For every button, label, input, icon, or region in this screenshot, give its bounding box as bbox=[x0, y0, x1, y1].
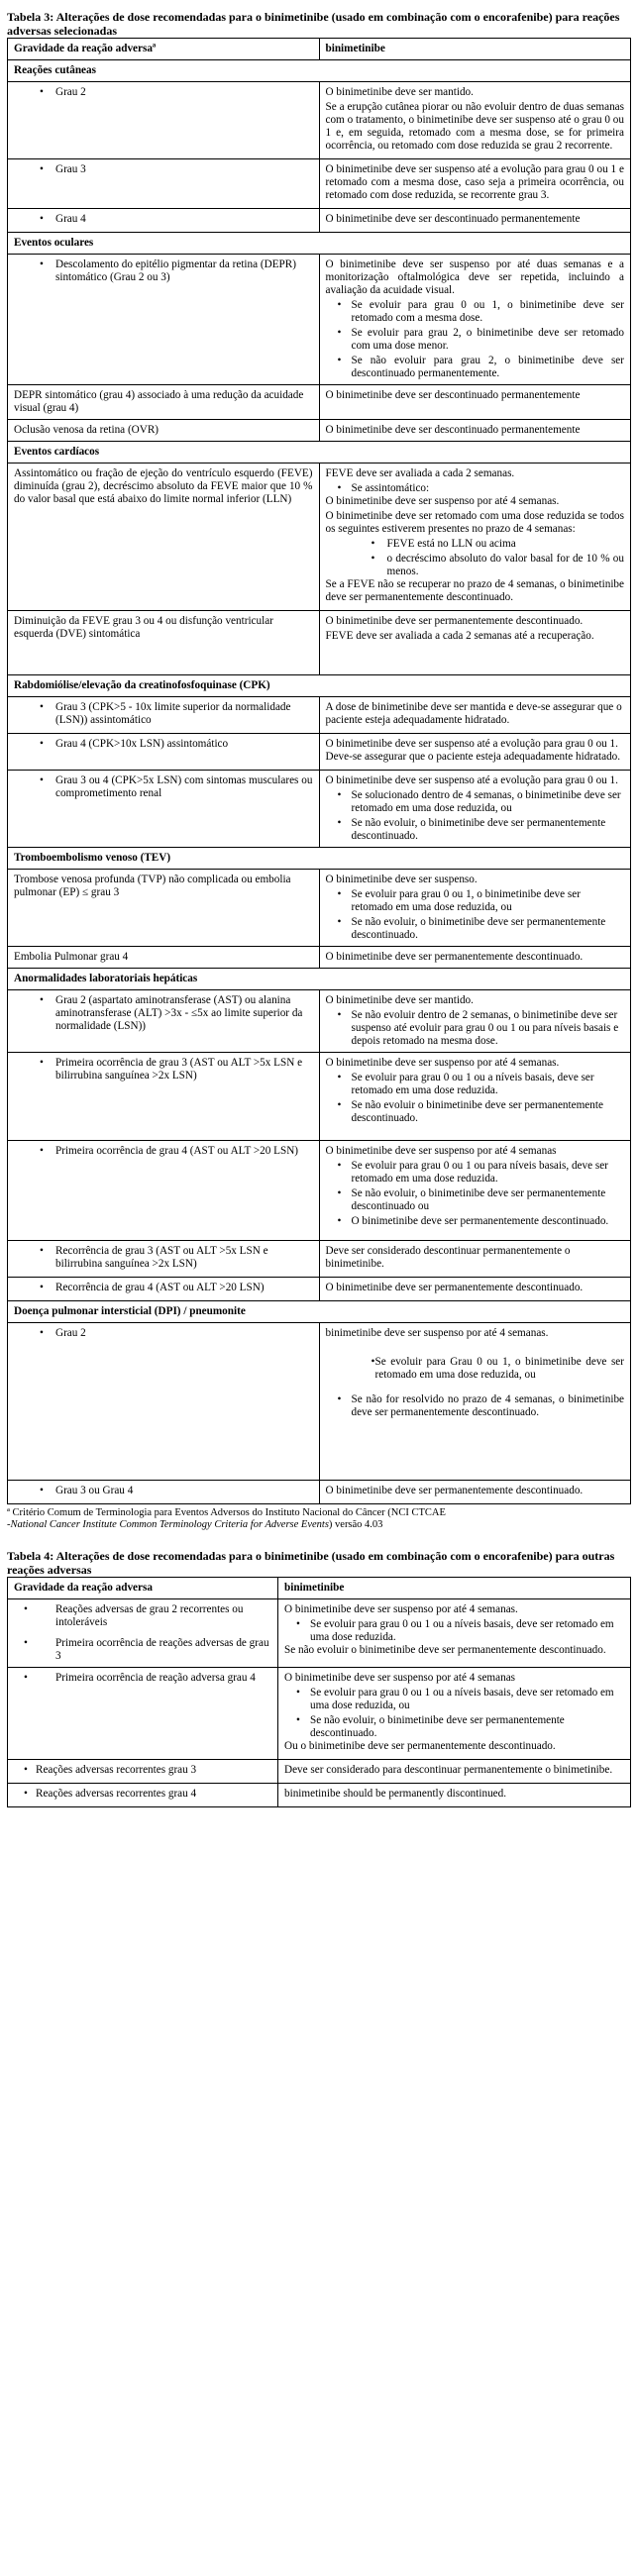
action-text: O binimetinibe deve ser mantido. bbox=[325, 994, 474, 1006]
action-text: O binimetinibe deve ser permanentemente descontinuado. bbox=[325, 615, 584, 627]
action-text: O binimetinibe deve ser mantido. bbox=[325, 86, 474, 98]
action-text: O binimetinibe deve ser suspenso até a evolução para grau 0 ou 1 e retomado com a mesma dose, caso seja a primeira ocorrência, ou retomado com dose reduzida, se recorrente grau 3. bbox=[325, 163, 624, 201]
action-subitem: • Se não evoluir para grau 2, o binimetinibe deve ser descontinuado permanentemente. bbox=[326, 355, 625, 380]
section-row bbox=[8, 1301, 631, 1323]
section-row bbox=[8, 848, 631, 870]
action-text: Ou o binimetinibe deve ser permanentemente descontinuado. bbox=[284, 1740, 556, 1752]
severity-cell: • Grau 2 bbox=[14, 1327, 313, 1340]
footnote-italic: -National Cancer Institute Common Terminology Criteria for Adverse Events bbox=[7, 1519, 329, 1530]
action-text: O binimetinibe deve ser suspenso por até 4 semanas. bbox=[284, 1603, 518, 1615]
table3-header-drug: binimetinibe bbox=[319, 39, 631, 60]
section-title-ocular: Eventos oculares bbox=[8, 233, 631, 255]
section-title-cutaneous: Reações cutâneas bbox=[8, 60, 631, 82]
section-title-cardiac: Eventos cardíacos bbox=[8, 442, 631, 464]
action-text: O binimetinibe deve ser permanentemente descontinuado. bbox=[325, 1485, 584, 1496]
action-text: FEVE deve ser avaliada a cada 2 semanas até a recuperação. bbox=[325, 630, 594, 642]
action-subitem: • Se evoluir para grau 2, o binimetinibe deve ser retomado com uma dose menor. bbox=[326, 327, 625, 353]
severity-cell: • Grau 4 bbox=[14, 213, 313, 226]
severity-cell: • Grau 3 ou 4 (CPK>5x LSN) com sintomas musculares ou comprometimento renal bbox=[14, 774, 313, 800]
action-text: A dose de binimetinibe deve ser mantida e deve-se assegurar que o paciente esteja adequadamente hidratado. bbox=[325, 701, 622, 726]
action-text: Deve ser considerado descontinuar permanentemente o binimetinibe. bbox=[325, 1245, 571, 1270]
action-subitem: • Se evoluir para grau 0 ou 1 ou a níveis basais, deve ser retomado em uma dose reduzida. bbox=[284, 1618, 624, 1644]
severity-cell: • Recorrência de grau 3 (AST ou ALT >5x LSN e bilirrubina sanguínea >2x LSN) bbox=[14, 1245, 313, 1271]
table-row bbox=[8, 1053, 631, 1141]
severity-cell: • Reações adversas de grau 2 recorrentes ou intoleráveis bbox=[14, 1603, 271, 1629]
table-row bbox=[8, 159, 631, 209]
action-subitem: • Se não evoluir o binimetinibe deve ser permanentemente descontinuado. bbox=[326, 1099, 625, 1125]
action-subitem: • Se não evoluir, o binimetinibe deve ser permanentemente descontinuado ou bbox=[326, 1187, 625, 1213]
severity-cell: Assintomático ou fração de ejeção do ventrículo esquerdo (FEVE) diminuída (grau 2), decréscimo absoluto da FEVE maior que 10 % do valor basal que está abaixo do limite normal inferior (LLN) bbox=[8, 464, 320, 611]
table-row bbox=[8, 209, 631, 233]
table4-header-severity: Gravidade da reação adversa bbox=[8, 1578, 278, 1599]
footnote-line: ª Critério Comum de Terminologia para Eventos Adversos do Instituto Nacional do Câncer (NCI CTCAE bbox=[7, 1507, 446, 1518]
section-row bbox=[8, 442, 631, 464]
action-subitem: • o decréscimo absoluto do valor basal for de 10 % ou menos. bbox=[326, 553, 625, 578]
action-subitem: • FEVE está no LLN ou acima bbox=[326, 538, 625, 551]
section-row bbox=[8, 969, 631, 990]
action-text: O binimetinibe deve ser suspenso até a evolução para grau 0 ou 1. bbox=[325, 774, 618, 786]
table-row bbox=[8, 82, 631, 159]
table4 bbox=[7, 1577, 631, 1807]
severity-cell: • Primeira ocorrência de reação adversa grau 4 bbox=[14, 1672, 271, 1685]
action-text: binimetinibe should be permanently discontinued. bbox=[284, 1788, 507, 1800]
severity-cell: • Primeira ocorrência de grau 4 (AST ou ALT >20 LSN) bbox=[14, 1145, 313, 1158]
action-subitem: • Se não evoluir, o binimetinibe deve ser permanentemente descontinuado. bbox=[284, 1714, 624, 1740]
table-row bbox=[8, 611, 631, 675]
action-subitem: • Se evoluir para grau 0 ou 1, o binimetinibe deve ser retomado com a mesma dose. bbox=[326, 299, 625, 325]
action-subitem: • Se não evoluir, o binimetinibe deve ser permanentemente descontinuado. bbox=[326, 817, 625, 843]
action-subitem: • Se não for resolvido no prazo de 4 semanas, o binimetinibe deve ser permanentemente descontinuado. bbox=[326, 1393, 625, 1419]
table-row bbox=[8, 990, 631, 1053]
severity-cell: • Grau 2 bbox=[14, 86, 313, 99]
action-text: O binimetinibe deve ser suspenso por até 4 semanas bbox=[325, 1145, 557, 1157]
action-subitem: • Se evoluir para grau 0 ou 1 ou a níveis basais, deve ser retomado em uma dose reduzida, ou bbox=[284, 1687, 624, 1712]
table-row bbox=[8, 1784, 631, 1807]
action-text: O binimetinibe deve ser suspenso por até duas semanas e a monitorização oftalmológica deve ser repetida, incluindo a avaliação da acuidade visual. bbox=[325, 258, 624, 296]
severity-cell: • Grau 3 bbox=[14, 163, 313, 176]
table-row bbox=[8, 771, 631, 848]
action-text: O binimetinibe deve ser retomado com uma dose reduzida se todos os seguintes estiverem presentes no prazo de 4 semanas: bbox=[325, 510, 624, 535]
section-row bbox=[8, 60, 631, 82]
action-text: O binimetinibe deve ser suspenso até a evolução para grau 0 ou 1. Deve-se assegurar que o paciente esteja adequadamente hidratado. bbox=[325, 738, 621, 763]
table-row bbox=[8, 1323, 631, 1481]
table4-header-drug: binimetinibe bbox=[278, 1578, 631, 1599]
action-subitem: • Se solucionado dentro de 4 semanas, o binimetinibe deve ser retomado em uma dose reduzida, ou bbox=[326, 789, 625, 815]
table-row bbox=[8, 420, 631, 442]
table4-caption: Tabela 4: Alterações de dose recomendadas para o binimetinibe (usado em combinação com o encorafenibe) para outras reações adversas bbox=[7, 1549, 615, 1577]
table-row bbox=[8, 1760, 631, 1784]
action-text: FEVE deve ser avaliada a cada 2 semanas. bbox=[325, 467, 515, 479]
table3-header-row bbox=[8, 39, 631, 60]
action-text: O binimetinibe deve ser permanentemente descontinuado. bbox=[325, 1282, 584, 1293]
table-row bbox=[8, 1278, 631, 1301]
table-row bbox=[8, 1481, 631, 1504]
severity-cell: • Grau 3 ou Grau 4 bbox=[14, 1485, 313, 1497]
action-text: O binimetinibe deve ser descontinuado permanentemente bbox=[319, 420, 631, 442]
table-row bbox=[8, 1241, 631, 1278]
table-row bbox=[8, 947, 631, 969]
action-subitem: • Se evoluir para grau 0 ou 1 ou para níveis basais, deve ser retomado em uma dose reduzida. bbox=[326, 1160, 625, 1185]
table-row bbox=[8, 255, 631, 385]
section-title-hepatic: Anormalidades laboratoriais hepáticas bbox=[8, 969, 631, 990]
table-row bbox=[8, 734, 631, 771]
severity-cell: DEPR sintomático (grau 4) associado à uma redução da acuidade visual (grau 4) bbox=[8, 385, 320, 420]
action-text: Deve ser considerado para descontinuar permanentemente o binimetinibe. bbox=[284, 1764, 613, 1776]
action-text: O binimetinibe deve ser suspenso por até 4 semanas. bbox=[325, 495, 560, 507]
severity-cell: • Reações adversas recorrentes grau 3 bbox=[14, 1764, 271, 1777]
section-title-cpk: Rabdomiólise/elevação da creatinofosfoquinase (CPK) bbox=[8, 675, 631, 697]
table4-header-row bbox=[8, 1578, 631, 1599]
section-row bbox=[8, 233, 631, 255]
footnote-end: ) versão 4.03 bbox=[328, 1519, 383, 1530]
action-text: O binimetinibe deve ser permanentemente descontinuado. bbox=[319, 947, 631, 969]
table3 bbox=[7, 38, 631, 1504]
action-text: O binimetinibe deve ser suspenso. bbox=[325, 874, 478, 885]
table-row bbox=[8, 870, 631, 947]
section-title-ild: Doença pulmonar intersticial (DPI) / pneumonite bbox=[8, 1301, 631, 1323]
action-subitem: • Se não evoluir, o binimetinibe deve ser permanentemente descontinuado. bbox=[326, 916, 625, 942]
severity-cell: • Primeira ocorrência de reações adversas de grau 3 bbox=[14, 1637, 271, 1663]
section-row bbox=[8, 675, 631, 697]
table-row bbox=[8, 385, 631, 420]
action-subitem: • Se evoluir para grau 0 ou 1 ou a níveis basais, deve ser retomado em uma dose reduzida. bbox=[326, 1072, 625, 1097]
table-row bbox=[8, 1141, 631, 1241]
severity-cell: • Recorrência de grau 4 (AST ou ALT >20 LSN) bbox=[14, 1282, 313, 1294]
severity-cell: • Grau 3 (CPK>5 - 10x limite superior da normalidade (LSN)) assintomático bbox=[14, 701, 313, 727]
action-subitem: • Se assintomático: bbox=[326, 482, 625, 495]
table3-footnote bbox=[7, 1507, 631, 1531]
severity-cell: Diminuição da FEVE grau 3 ou 4 ou disfunção ventricular esquerda (DVE) sintomática bbox=[14, 615, 273, 640]
severity-cell: • Grau 2 (aspartato aminotransferase (AST) ou alanina aminotransferase (ALT) >3x - ≤5x ao limite superior da normalidade (LSN)) bbox=[14, 994, 313, 1033]
action-text: O binimetinibe deve ser suspenso por até 4 semanas bbox=[284, 1672, 516, 1684]
severity-cell: • Descolamento do epitélio pigmentar da retina (DEPR) sintomático (Grau 2 ou 3) bbox=[14, 258, 313, 284]
action-subitem: • O binimetinibe deve ser permanentemente descontinuado. bbox=[326, 1215, 625, 1228]
table3-header-severity: Gravidade da reação adversaª bbox=[8, 39, 320, 60]
severity-cell: • Grau 4 (CPK>10x LSN) assintomático bbox=[14, 738, 313, 751]
table-row bbox=[8, 1599, 631, 1668]
action-text: Se a FEVE não se recuperar no prazo de 4 semanas, o binimetinibe deve ser permanentemente descontinuado. bbox=[325, 578, 624, 603]
table3-caption: Tabela 3: Alterações de dose recomendadas para o binimetinibe (usado em combinação com o encorafenibe) para reações adversas selecionadas bbox=[7, 10, 620, 38]
severity-cell: Trombose venosa profunda (TVP) não complicada ou embolia pulmonar (EP) ≤ grau 3 bbox=[8, 870, 320, 947]
severity-cell: • Primeira ocorrência de grau 3 (AST ou ALT >5x LSN e bilirrubina sanguínea >2x LSN) bbox=[14, 1057, 313, 1082]
document-page bbox=[7, 0, 631, 1807]
severity-cell: Oclusão venosa da retina (OVR) bbox=[8, 420, 320, 442]
action-subitem: • Se evoluir para grau 0 ou 1, o binimetinibe deve ser retomado em uma dose reduzida, ou bbox=[326, 888, 625, 914]
action-text: O binimetinibe deve ser suspenso por até 4 semanas. bbox=[325, 1057, 560, 1069]
severity-cell: • Reações adversas recorrentes grau 4 bbox=[14, 1788, 271, 1801]
table-row bbox=[8, 464, 631, 611]
action-subitem: • Se não evoluir dentro de 2 semanas, o binimetinibe deve ser suspenso até evoluir para grau 0 ou 1 ou para níveis basais e depois retomado na mesma dose. bbox=[326, 1009, 625, 1048]
section-title-vte: Tromboembolismo venoso (TEV) bbox=[8, 848, 631, 870]
action-text: Se não evoluir o binimetinibe deve ser permanentemente descontinuado. bbox=[284, 1644, 606, 1656]
action-subitem: • Se evoluir para Grau 0 ou 1, o binimetinibe deve ser retomado em uma dose reduzida, ou bbox=[326, 1356, 625, 1382]
table-row bbox=[8, 1668, 631, 1760]
action-text: Se a erupção cutânea piorar ou não evoluir dentro de duas semanas com o tratamento, o binimetinibe deve ser suspenso até o grau 0 ou 1 e, em seguida, retomado com a mesma dose, se for primeira ocorrência, ou retomado com dose reduzida se grau 2 recorrente. bbox=[325, 101, 624, 152]
table-row bbox=[8, 697, 631, 734]
action-text: O binimetinibe deve ser descontinuado permanentemente bbox=[325, 213, 581, 225]
action-text: binimetinibe deve ser suspenso por até 4 semanas. bbox=[325, 1327, 549, 1339]
severity-cell: Embolia Pulmonar grau 4 bbox=[8, 947, 320, 969]
action-text: O binimetinibe deve ser descontinuado permanentemente bbox=[319, 385, 631, 420]
